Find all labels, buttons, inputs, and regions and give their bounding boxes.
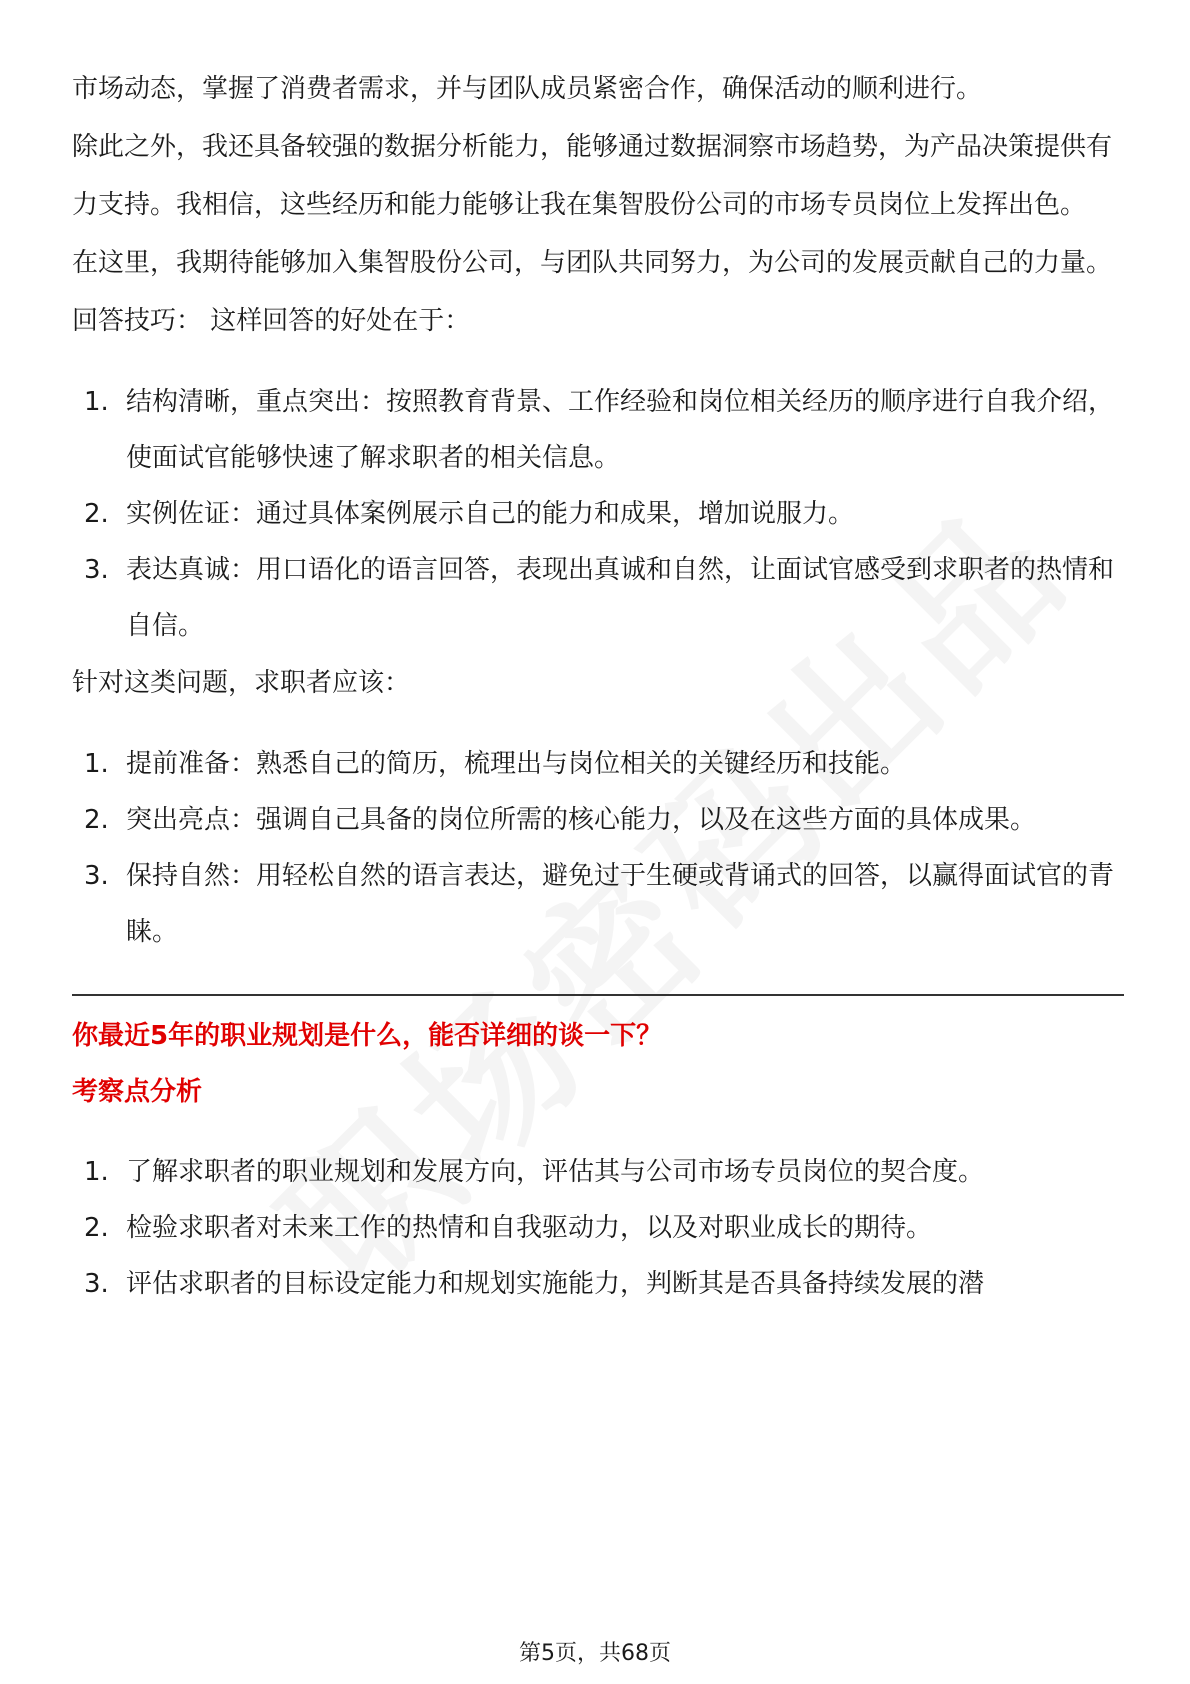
- list-number: 2.: [84, 1213, 109, 1243]
- list-number: 2.: [84, 805, 109, 835]
- list-text: 保持自然：用轻松自然的语言表达，避免过于生硬或背诵式的回答，以赢得面试官的青睐。: [126, 861, 1115, 947]
- list-item: [72, 374, 1122, 486]
- list-item: [72, 1256, 1122, 1312]
- list-number: 3.: [84, 1269, 109, 1299]
- list-text: 实例佐证：通过具体案例展示自己的能力和成果，增加说服力。: [126, 499, 855, 529]
- list-item: [72, 848, 1122, 960]
- paragraph-1: 市场动态，掌握了消费者需求，并与团队成员紧密合作，确保活动的顺利进行。: [72, 74, 983, 104]
- list-text: 表达真诚：用口语化的语言回答，表现出真诚和自然，让面试官感受到求职者的热情和自信。: [126, 555, 1115, 641]
- list-text: 评估求职者的目标设定能力和规划实施能力，判断其是否具备持续发展的潜: [126, 1269, 985, 1299]
- page-number: 第5页，共68页: [519, 1641, 671, 1666]
- list-item: [72, 1200, 1122, 1256]
- list-text: 结构清晰，重点突出：按照教育背景、工作经验和岗位相关经历的顺序进行自我介绍，使面试官能够快速了解求职者的相关信息。: [126, 387, 1115, 473]
- analysis-list: [72, 1144, 1122, 1312]
- list-number: 2.: [84, 499, 109, 529]
- paragraph-2: 除此之外，我还具备较强的数据分析能力，能够通过数据洞察市场趋势，为产品决策提供有力支持。我相信，这些经历和能力能够让我在集智股份公司的市场专员岗位上发挥出色。: [72, 132, 1113, 220]
- tips-list: [72, 374, 1122, 654]
- section-divider: [72, 994, 1124, 996]
- paragraph-3: 在这里，我期待能够加入集智股份公司，与团队共同努力，为公司的发展贡献自己的力量。: [72, 248, 1113, 278]
- list-number: 3.: [84, 555, 109, 585]
- list-number: 1.: [84, 749, 109, 779]
- tips-heading: 回答技巧： 这样回答的好处在于：: [72, 306, 471, 336]
- list-item: [72, 792, 1122, 848]
- analysis-heading: 考察点分析: [72, 1077, 203, 1107]
- list-item: [72, 1144, 1122, 1200]
- list-item: [72, 486, 1122, 542]
- list-text: 提前准备：熟悉自己的简历，梳理出与岗位相关的关键经历和技能。: [126, 749, 907, 779]
- list-number: 3.: [84, 861, 109, 891]
- list-item: [72, 736, 1122, 792]
- page-content: [72, 60, 1122, 1312]
- advice-list: [72, 736, 1122, 960]
- interview-question: 你最近5年的职业规划是什么，能否详细的谈一下？: [72, 1021, 663, 1051]
- list-text: 了解求职者的职业规划和发展方向，评估其与公司市场专员岗位的契合度。: [126, 1157, 985, 1187]
- list-item: [72, 542, 1122, 654]
- list-number: 1.: [84, 1157, 109, 1187]
- list-number: 1.: [84, 387, 109, 417]
- advice-heading: 针对这类问题，求职者应该：: [72, 668, 411, 698]
- list-text: 检验求职者对未来工作的热情和自我驱动力，以及对职业成长的期待。: [126, 1213, 933, 1243]
- list-text: 突出亮点：强调自己具备的岗位所需的核心能力，以及在这些方面的具体成果。: [126, 805, 1037, 835]
